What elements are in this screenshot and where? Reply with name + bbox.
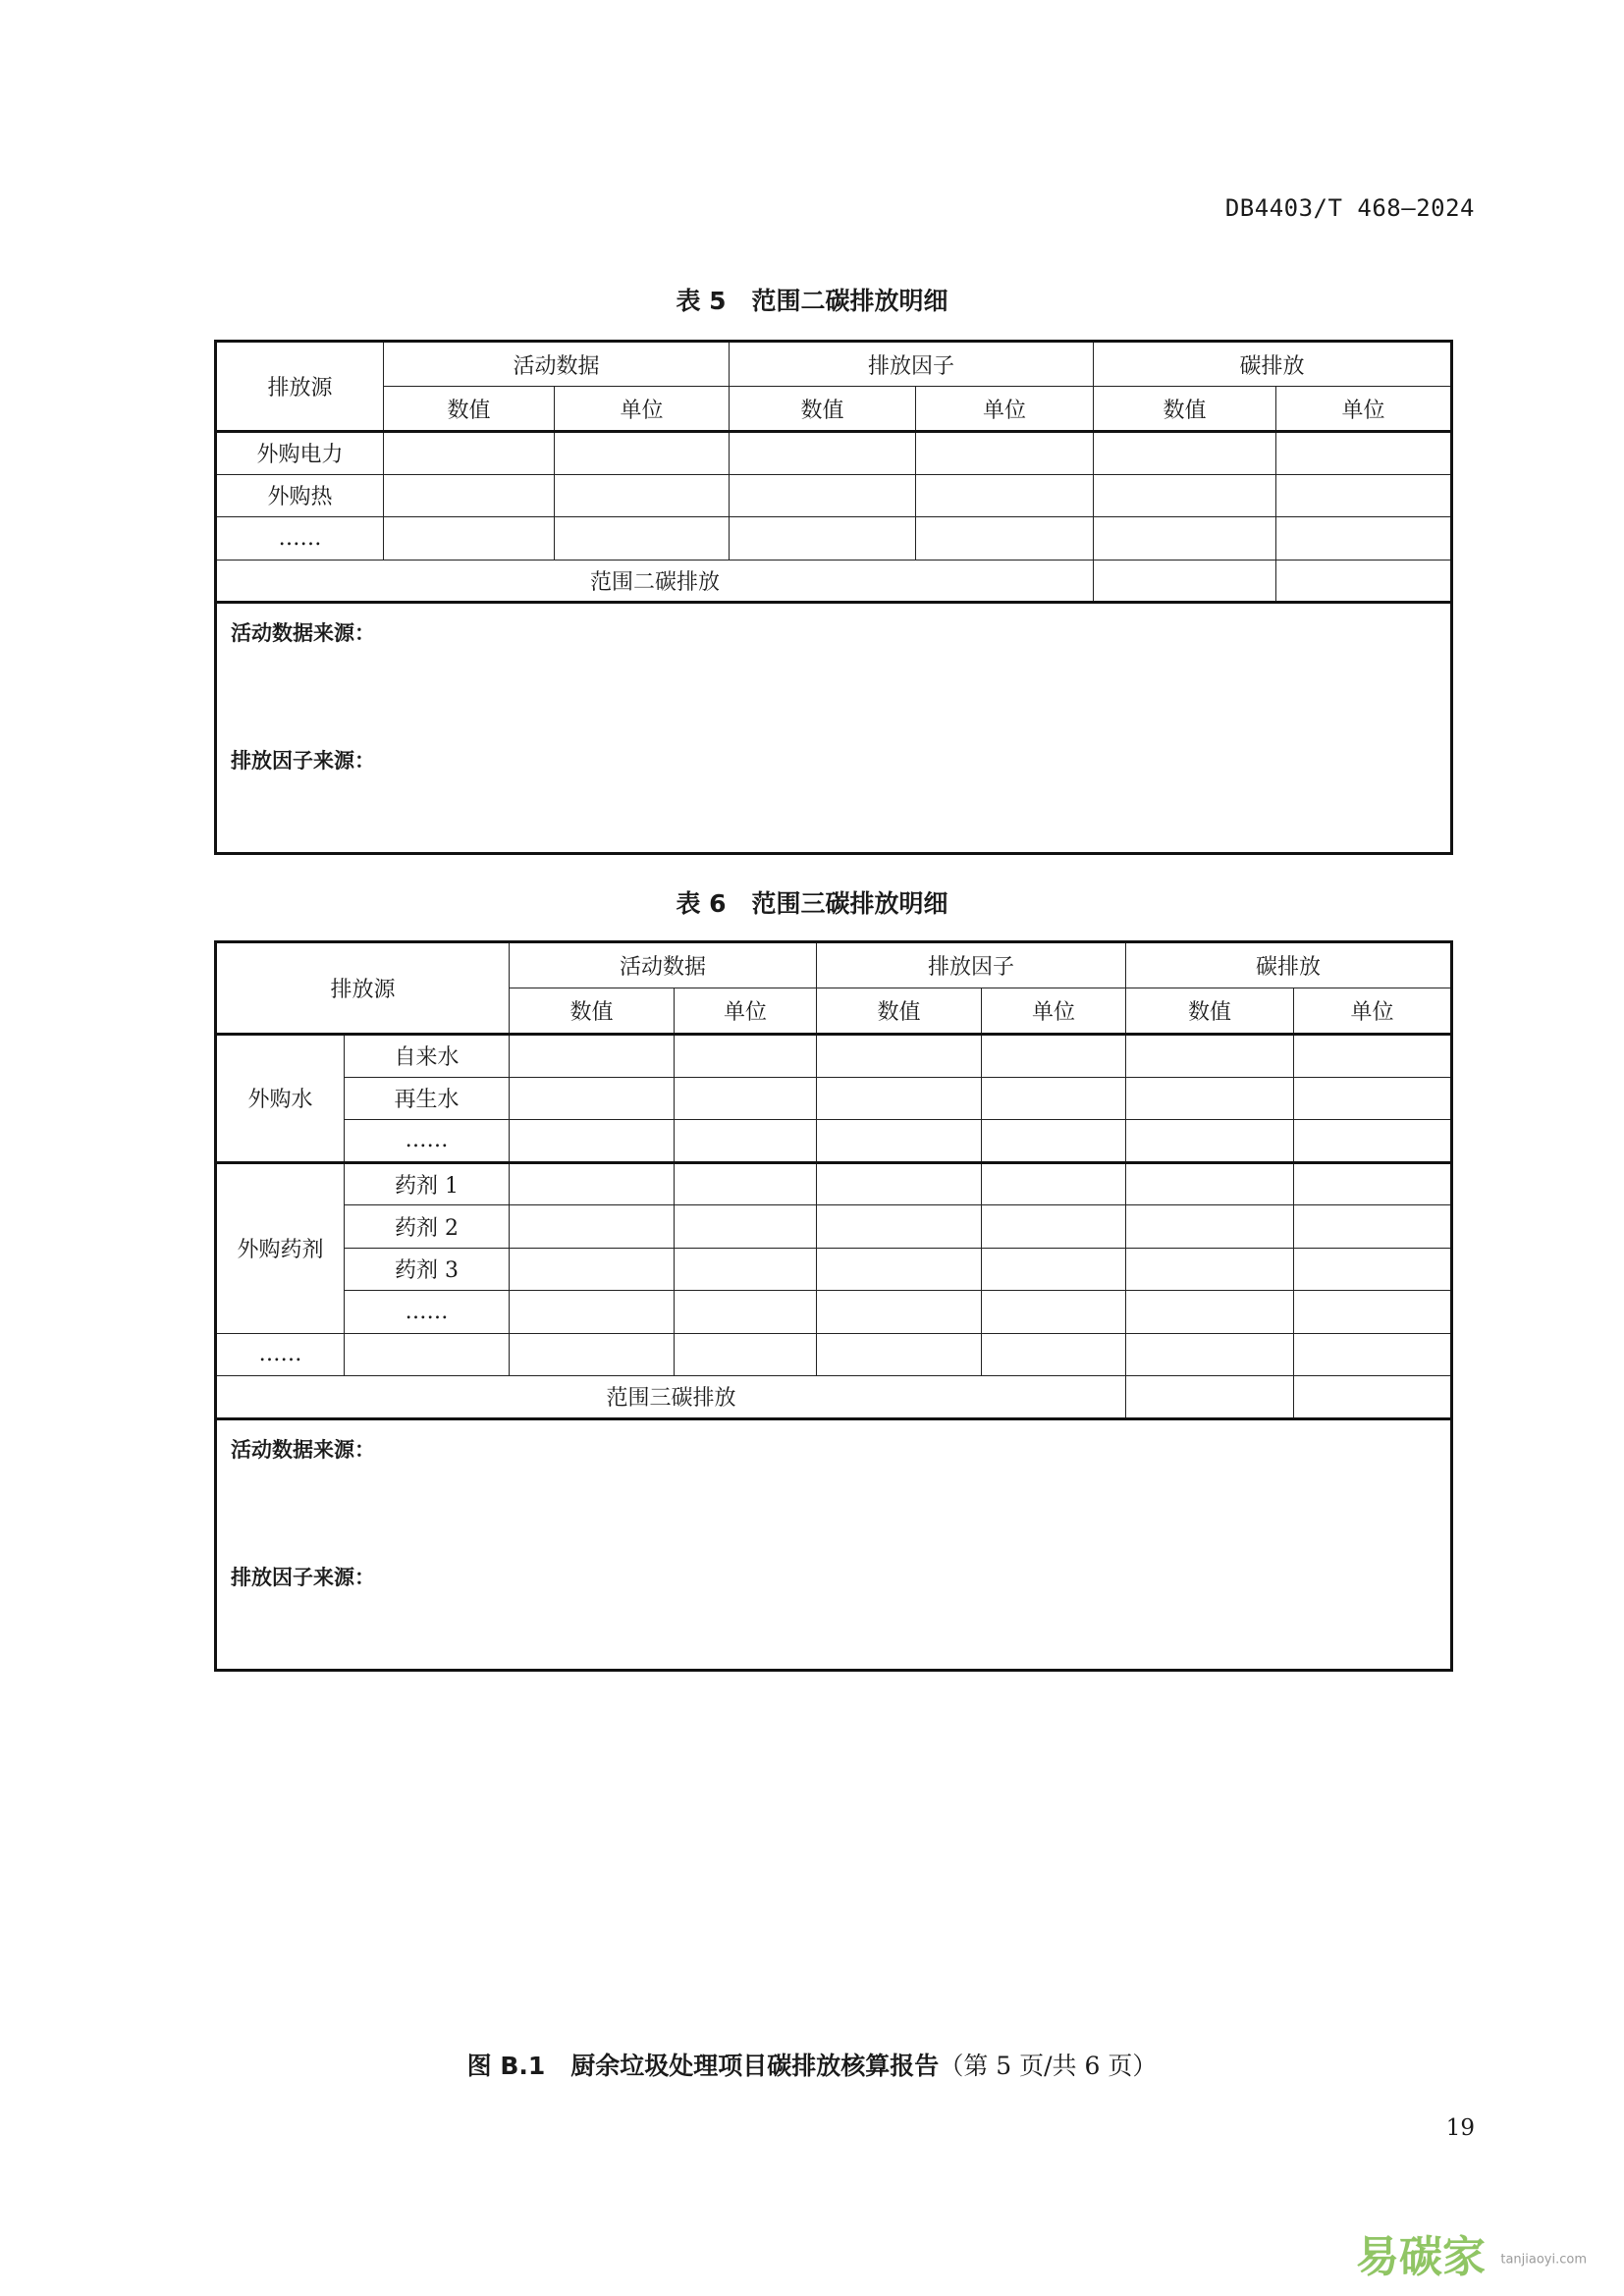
table5-cell[interactable] [730,474,916,517]
table6-number: 表 6 [676,889,727,918]
table5-cell[interactable] [1276,432,1452,475]
table5-row-label: 外购热 [216,474,384,517]
table5-title [0,282,1624,317]
table5-cell[interactable] [1094,474,1276,517]
table6-item-label: 再生水 [345,1077,510,1120]
table5-cell[interactable] [384,474,555,517]
table5-sub-unit: 单位 [916,387,1094,432]
table6-activity-source-label: 活动数据来源： [231,1437,375,1462]
table5-sub-value: 数值 [1094,387,1276,432]
table6-cell[interactable] [510,1120,675,1163]
table6-item-label: …… [345,1120,510,1163]
table6-cell[interactable] [675,1035,817,1078]
table6-cell[interactable] [675,1120,817,1163]
table5-cell[interactable] [1094,517,1276,561]
table6-factor-source-label: 排放因子来源： [231,1565,375,1589]
table6-cell[interactable] [675,1077,817,1120]
table-row [216,517,1452,561]
table6-header-factor: 排放因子 [817,942,1126,988]
table5-sub-unit: 单位 [1276,387,1452,432]
table6-title-text: 范围三碳排放明细 [751,889,948,918]
table-row [216,1248,1452,1291]
table6-cell[interactable] [817,1077,982,1120]
table5-cell[interactable] [384,517,555,561]
table6-cell[interactable] [817,1162,982,1205]
table6-total-value[interactable] [1126,1376,1294,1419]
table5-sub-unit: 单位 [555,387,730,432]
table6-cell[interactable] [1126,1333,1294,1376]
table5-header-emission: 碳排放 [1094,342,1452,387]
table6-cell[interactable] [345,1333,510,1376]
table-row [216,432,1452,475]
table6-cell[interactable] [817,1035,982,1078]
table6-cell[interactable] [817,1333,982,1376]
table6-item-label: 自来水 [345,1035,510,1078]
table6-cell[interactable] [982,1248,1126,1291]
table6-item-label: 药剂 3 [345,1248,510,1291]
table6-cell[interactable] [1294,1077,1452,1120]
table6-cell[interactable] [675,1333,817,1376]
table5-header-activity: 活动数据 [384,342,730,387]
table6-cell[interactable] [510,1077,675,1120]
table6-sub-unit: 单位 [675,988,817,1035]
table6-header-activity: 活动数据 [510,942,817,988]
table6-cell[interactable] [817,1120,982,1163]
figure-caption [0,2047,1624,2082]
table6-header-emission: 碳排放 [1126,942,1452,988]
table6-cell[interactable] [510,1205,675,1249]
table6-grid [214,940,1453,1672]
table5-title-text: 范围二碳排放明细 [751,287,948,315]
table6-total-label: 范围三碳排放 [216,1376,1126,1419]
table6-header-source: 排放源 [216,942,510,1035]
table6-sub-value: 数值 [817,988,982,1035]
table6-cell[interactable] [510,1333,675,1376]
table5-total-unit[interactable] [1276,560,1452,603]
table5-total-label: 范围二碳排放 [216,560,1094,603]
table6-cell[interactable] [817,1205,982,1249]
table6-cell[interactable] [675,1205,817,1249]
table6-cell[interactable] [1126,1077,1294,1120]
table5-factor-source-label: 排放因子来源： [231,749,375,773]
table-row [216,1205,1452,1249]
table-row [216,474,1452,517]
table6-sub-value: 数值 [1126,988,1294,1035]
table6-sub-unit: 单位 [1294,988,1452,1035]
table5-row-label: 外购电力 [216,432,384,475]
table6-total-row [216,1376,1452,1419]
watermark-brand: 易碳家 [1356,2232,1487,2282]
table5-cell[interactable] [555,517,730,561]
table6-cell[interactable] [1126,1248,1294,1291]
table6-cell[interactable] [510,1162,675,1205]
standard-code: DB4403/T 468—2024 [1224,194,1475,222]
table6-cell[interactable] [982,1291,1126,1334]
table5-header-source: 排放源 [216,342,384,432]
table6-sub-value: 数值 [510,988,675,1035]
table5-row-label: …… [216,517,384,561]
table6-cell[interactable] [1294,1035,1452,1078]
table5-sub-value: 数值 [384,387,555,432]
table6-other-label: …… [216,1333,345,1376]
table6-cell[interactable] [1126,1162,1294,1205]
table6-cell[interactable] [982,1333,1126,1376]
table6-cell[interactable] [982,1035,1126,1078]
table6-cell[interactable] [675,1248,817,1291]
table6-cell[interactable] [1126,1205,1294,1249]
watermark-logo [1356,2221,1587,2284]
table6-cell[interactable] [1294,1205,1452,1249]
table5-cell[interactable] [555,474,730,517]
table6-cell[interactable] [982,1205,1126,1249]
figure-title: 厨余垃圾处理项目碳排放核算报告 [570,2052,940,2080]
table5-total-value[interactable] [1094,560,1276,603]
table5-grid [214,340,1453,855]
table6-item-label: 药剂 2 [345,1205,510,1249]
table6-cell[interactable] [1294,1120,1452,1163]
table6-cell[interactable] [510,1248,675,1291]
table6-water-group: 外购水 [216,1035,345,1163]
table5-header-factor: 排放因子 [730,342,1094,387]
watermark-domain: tanjiaoyi.com [1500,2252,1587,2268]
table5-cell[interactable] [1276,474,1452,517]
table-row [216,1162,1452,1205]
table6-item-label: …… [345,1291,510,1334]
table6-cell[interactable] [1126,1291,1294,1334]
table6-source-notes [216,1418,1452,1670]
table6-sub-unit: 单位 [982,988,1126,1035]
figure-number: 图 B.1 [466,2052,546,2080]
table-row [216,1035,1452,1078]
table6-cell[interactable] [1126,1120,1294,1163]
table5-cell[interactable] [1094,432,1276,475]
table6-title [0,884,1624,920]
table-row [216,1291,1452,1334]
table5-number: 表 5 [676,287,727,315]
table6-cell[interactable] [982,1077,1126,1120]
table6-cell[interactable] [1294,1333,1452,1376]
table6-cell[interactable] [817,1291,982,1334]
table5-total-row [216,560,1452,603]
table6-item-label: 药剂 1 [345,1162,510,1205]
table5-cell[interactable] [730,517,916,561]
table5-activity-source-label: 活动数据来源： [231,621,375,645]
table6-total-unit[interactable] [1294,1376,1452,1419]
table5-source-notes [216,603,1452,854]
table6-cell[interactable] [510,1035,675,1078]
table6-cell[interactable] [1294,1248,1452,1291]
table-row [216,1077,1452,1120]
table6-cell[interactable] [982,1162,1126,1205]
table5-cell[interactable] [916,517,1094,561]
table5-sub-value: 数值 [730,387,916,432]
table6-cell[interactable] [1294,1291,1452,1334]
figure-page-info: （第 5 页/共 6 页） [939,2052,1158,2080]
table-row [216,1333,1452,1376]
table6-cell[interactable] [1294,1162,1452,1205]
table5-cell[interactable] [555,432,730,475]
table6-cell[interactable] [675,1291,817,1334]
table5-cell[interactable] [730,432,916,475]
table6-cell[interactable] [675,1162,817,1205]
table5-cell[interactable] [1276,517,1452,561]
page-number: 19 [1445,2115,1475,2141]
table6-cell[interactable] [510,1291,675,1334]
table6-cell[interactable] [982,1120,1126,1163]
table5-cell[interactable] [916,432,1094,475]
table6-chem-group: 外购药剂 [216,1162,345,1333]
table-row [216,1120,1452,1163]
table6-cell[interactable] [817,1248,982,1291]
table5-cell[interactable] [384,432,555,475]
table5-cell[interactable] [916,474,1094,517]
table6-cell[interactable] [1126,1035,1294,1078]
